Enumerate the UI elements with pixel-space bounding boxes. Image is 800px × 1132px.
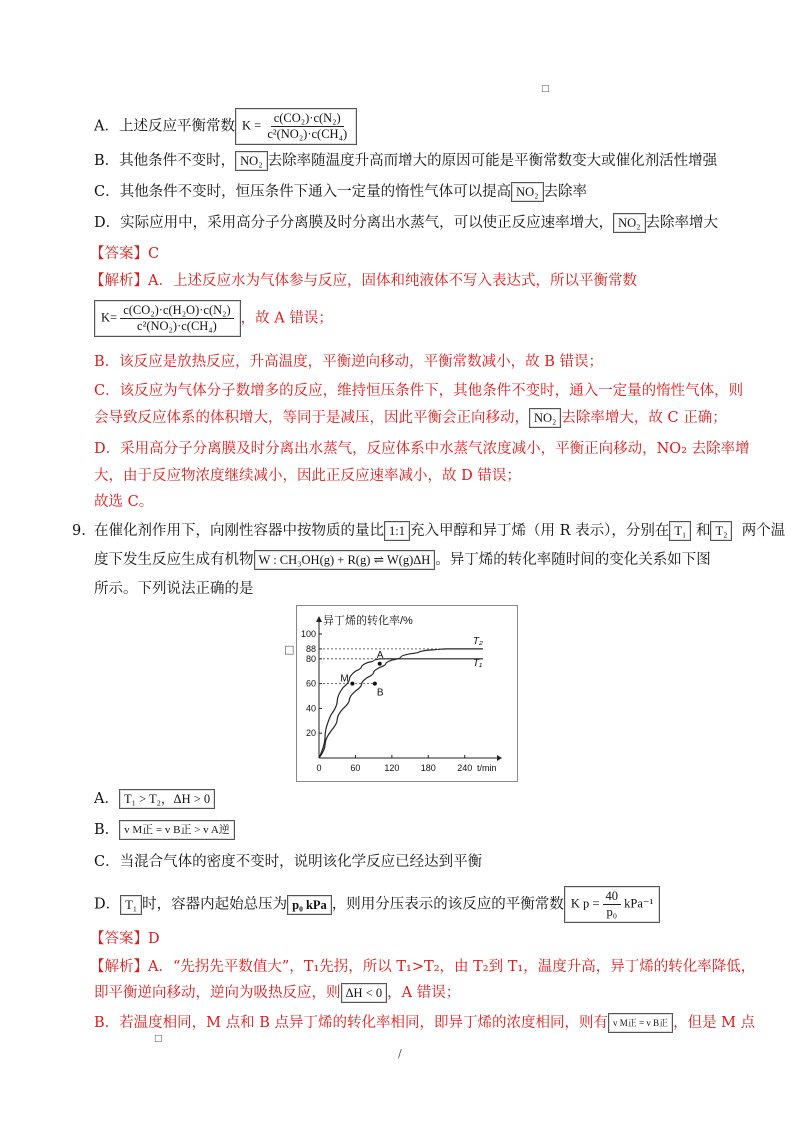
q9-analysis-2	[94, 982, 460, 1004]
q9-option-a-label: A．	[94, 791, 119, 807]
x-tick-label: 60	[350, 763, 361, 773]
q9-option-d-mid2: ，则用分压表示的该反应的平衡常数	[331, 896, 564, 913]
formula-denominator: c²(NO₂)·c(CH₄)	[267, 127, 348, 141]
formula-numerator: c(CO₂)·c(N₂)	[271, 111, 344, 127]
dh-box: ΔH < 0	[341, 983, 388, 1003]
formula-fraction	[120, 303, 233, 334]
t1-box: T₁	[120, 895, 142, 915]
q8-option-d-prefix: D．实际应用中，采用高分子分离膜及时分离出水蒸气，可以使正反应速率增大，	[94, 215, 614, 231]
series-label: T₂	[472, 635, 483, 647]
q8-option-a-formula	[235, 108, 357, 145]
chart-title: 异丁烯的转化率/%	[323, 615, 413, 627]
rate-box: v M正 = v B正	[608, 1013, 673, 1033]
y-tick-label: 100	[300, 629, 316, 639]
no2-box: NO₂	[235, 151, 267, 171]
reaction-equation-box: W : CH₃OH(g) + R(g) ⇌ W(g)ΔH	[254, 550, 436, 570]
formula-fraction	[264, 111, 350, 142]
q8-option-b	[94, 150, 717, 172]
y-tick-label: 80	[305, 653, 316, 664]
q8-analysis-formula-suffix: ，故 A 错误；	[240, 310, 333, 327]
formula-fraction	[603, 889, 622, 920]
corner-mark: □	[541, 84, 550, 94]
x-tick-label: 180	[420, 763, 436, 773]
formula-denominator: c²(NO₂)·c(CH₄)	[137, 319, 217, 333]
q9-stem-1	[94, 520, 785, 542]
bottom-mark: □	[154, 1034, 163, 1044]
ratio-box: 1:1	[384, 521, 410, 541]
q9-analysis-3-prefix: B．若温度相同，M 点和 B 点异丁烯的转化率相同，即异丁烯的浓度相同，则有	[94, 1015, 608, 1031]
formula-lhs: K=	[101, 310, 118, 325]
q8-option-a-text: A．上述反应平衡常数	[94, 118, 235, 135]
q9-option-a-box: T₁ > T₂，ΔH > 0	[119, 789, 215, 809]
t2-box: T₂	[710, 521, 732, 541]
point-label: M	[340, 673, 349, 685]
conversion-chart-svg	[297, 606, 517, 781]
formula-denominator: p₀	[606, 905, 618, 919]
q9-stem-2a: 度下发生反应生成有机物	[94, 552, 254, 568]
q9-option-d-label: D．	[94, 896, 121, 913]
q9-analysis-3	[94, 1012, 755, 1034]
q9-option-b-box: v M正 = v B正 > v A逆	[119, 820, 235, 840]
x-axis-arrow	[497, 755, 502, 761]
q9-option-d	[94, 886, 660, 923]
page-number: /	[398, 1047, 402, 1060]
point-label: A	[376, 649, 384, 661]
no2-box: NO₂	[511, 182, 543, 202]
q8-analysis-c2	[94, 407, 727, 429]
q8-analysis-d2: 大，由于反应物浓度继续减小，因此正反应速率减小，故 D 错误；	[94, 468, 521, 484]
q8-analysis-formula-line	[94, 300, 333, 337]
q8-analysis-b: B．该反应是放热反应，升高温度，平衡逆向移动，平衡常数减小，故 B 错误；	[94, 354, 604, 370]
q9-stem-and: 和	[695, 523, 711, 539]
x-tick-label: 240	[457, 763, 473, 773]
q8-analysis-a: 【解析】A．上述反应水为气体参与反应，固体和纯液体不写入表达式，所以平衡常数	[90, 273, 637, 289]
formula-lhs: K p =	[570, 896, 600, 911]
q8-option-c-suffix: 去除率	[543, 184, 588, 200]
q8-option-d	[94, 212, 718, 234]
point-b	[373, 682, 377, 686]
formula-unit: kPa⁻¹	[624, 896, 654, 911]
q8-option-c	[94, 181, 587, 203]
no2-box: NO₂	[529, 408, 561, 428]
q8-option-b-prefix: B．其他条件不变时，	[94, 153, 236, 169]
q9-analysis-2-prefix: 即平衡逆向移动，逆向为吸热反应，则	[94, 985, 341, 1001]
q8-answer: 【答案】C	[90, 246, 160, 262]
x-tick-label: 120	[384, 763, 400, 773]
formula-numerator: c(CO₂)·c(H₂O)·c(N₂)	[120, 303, 233, 319]
q9-stem-2	[94, 549, 711, 571]
q8-analysis-formula	[94, 300, 241, 337]
q9-analysis-1: 【解析】A．“先拐先平数值大”，T₁先拐，所以 T₁>T₂，由 T₂到 T₁，温度升高，异丁烯的转化率降低，	[90, 959, 756, 975]
series-label: T₁	[472, 657, 483, 669]
point-label: B	[376, 687, 384, 699]
formula-numerator: 40	[603, 889, 622, 905]
y-tick-label: 88	[305, 643, 316, 654]
y-tick-label: 20	[305, 728, 316, 739]
conversion-chart	[296, 605, 518, 782]
q9-option-b	[94, 819, 235, 841]
q9-stem-3: 所示。下列说法正确的是	[94, 581, 254, 597]
q9-stem-1a: 在催化剂作用下，向刚性容器中按物质的量比	[94, 523, 384, 539]
q8-analysis-d1: D．采用高分子分离膜及时分离出水蒸气，反应体系中水蒸气浓度减小，平衡正向移动，NO₂ 去除率增	[94, 441, 750, 457]
q9-stem-1c: 两个温	[741, 523, 786, 539]
q8-analysis-c1: C．该反应为气体分子数增多的反应，维持恒压条件下，其他条件不变时，通入一定量的惰性气体，则	[94, 383, 744, 399]
q9-option-c: C．当混合气体的密度不变时，说明该化学反应已经达到平衡	[94, 854, 483, 870]
q8-analysis-c2-suffix: 去除率增大，故 C 正确；	[561, 410, 727, 426]
q8-option-b-suffix: 去除率随温度升高而增大的原因可能是平衡常数变大或催化剂活性增强	[267, 153, 718, 169]
q9-stem-1b: 充入甲醇和异丁烯（用 R 表示），分别在	[409, 523, 670, 539]
no2-box: NO₂	[613, 213, 645, 233]
q8-option-c-prefix: C．其他条件不变时，恒压条件下通入一定量的惰性气体可以提高	[94, 184, 512, 200]
q8-conclusion: 故选 C。	[94, 494, 154, 510]
q9-analysis-3-suffix: ，但是 M 点	[673, 1015, 756, 1031]
q9-option-b-label: B．	[94, 822, 120, 838]
q9-answer: 【答案】D	[90, 931, 160, 947]
q8-option-d-suffix: 去除率增大	[645, 215, 719, 231]
q9-stem-2b: 。异丁烯的转化率随时间的变化关系如下图	[435, 552, 711, 568]
y-tick-label: 60	[305, 678, 316, 689]
x-tick-label: 0	[316, 763, 322, 773]
formula-lhs: K =	[241, 118, 262, 133]
point-a	[378, 662, 382, 666]
y-axis-arrow	[316, 616, 322, 622]
q9-number: 9.	[72, 523, 86, 539]
chart-left-mark: □	[284, 643, 295, 656]
q9-option-a	[94, 788, 215, 810]
q9-analysis-2-suffix: ，A 错误；	[387, 985, 461, 1001]
p0-box: p₀ kPa	[287, 895, 332, 915]
y-tick-label: 40	[305, 703, 316, 714]
q9-option-d-mid1: 时，容器内起始总压为	[142, 896, 288, 913]
q8-analysis-c2-prefix: 会导致反应体系的体积增大，等同于是减压，因此平衡会正向移动，	[94, 410, 529, 426]
point-m	[350, 682, 354, 686]
kp-formula-box	[564, 886, 660, 923]
q8-option-a	[94, 108, 357, 145]
x-axis-label: t/min	[477, 763, 497, 773]
series-line-t2	[319, 649, 483, 758]
t1-box: T₁	[669, 521, 691, 541]
